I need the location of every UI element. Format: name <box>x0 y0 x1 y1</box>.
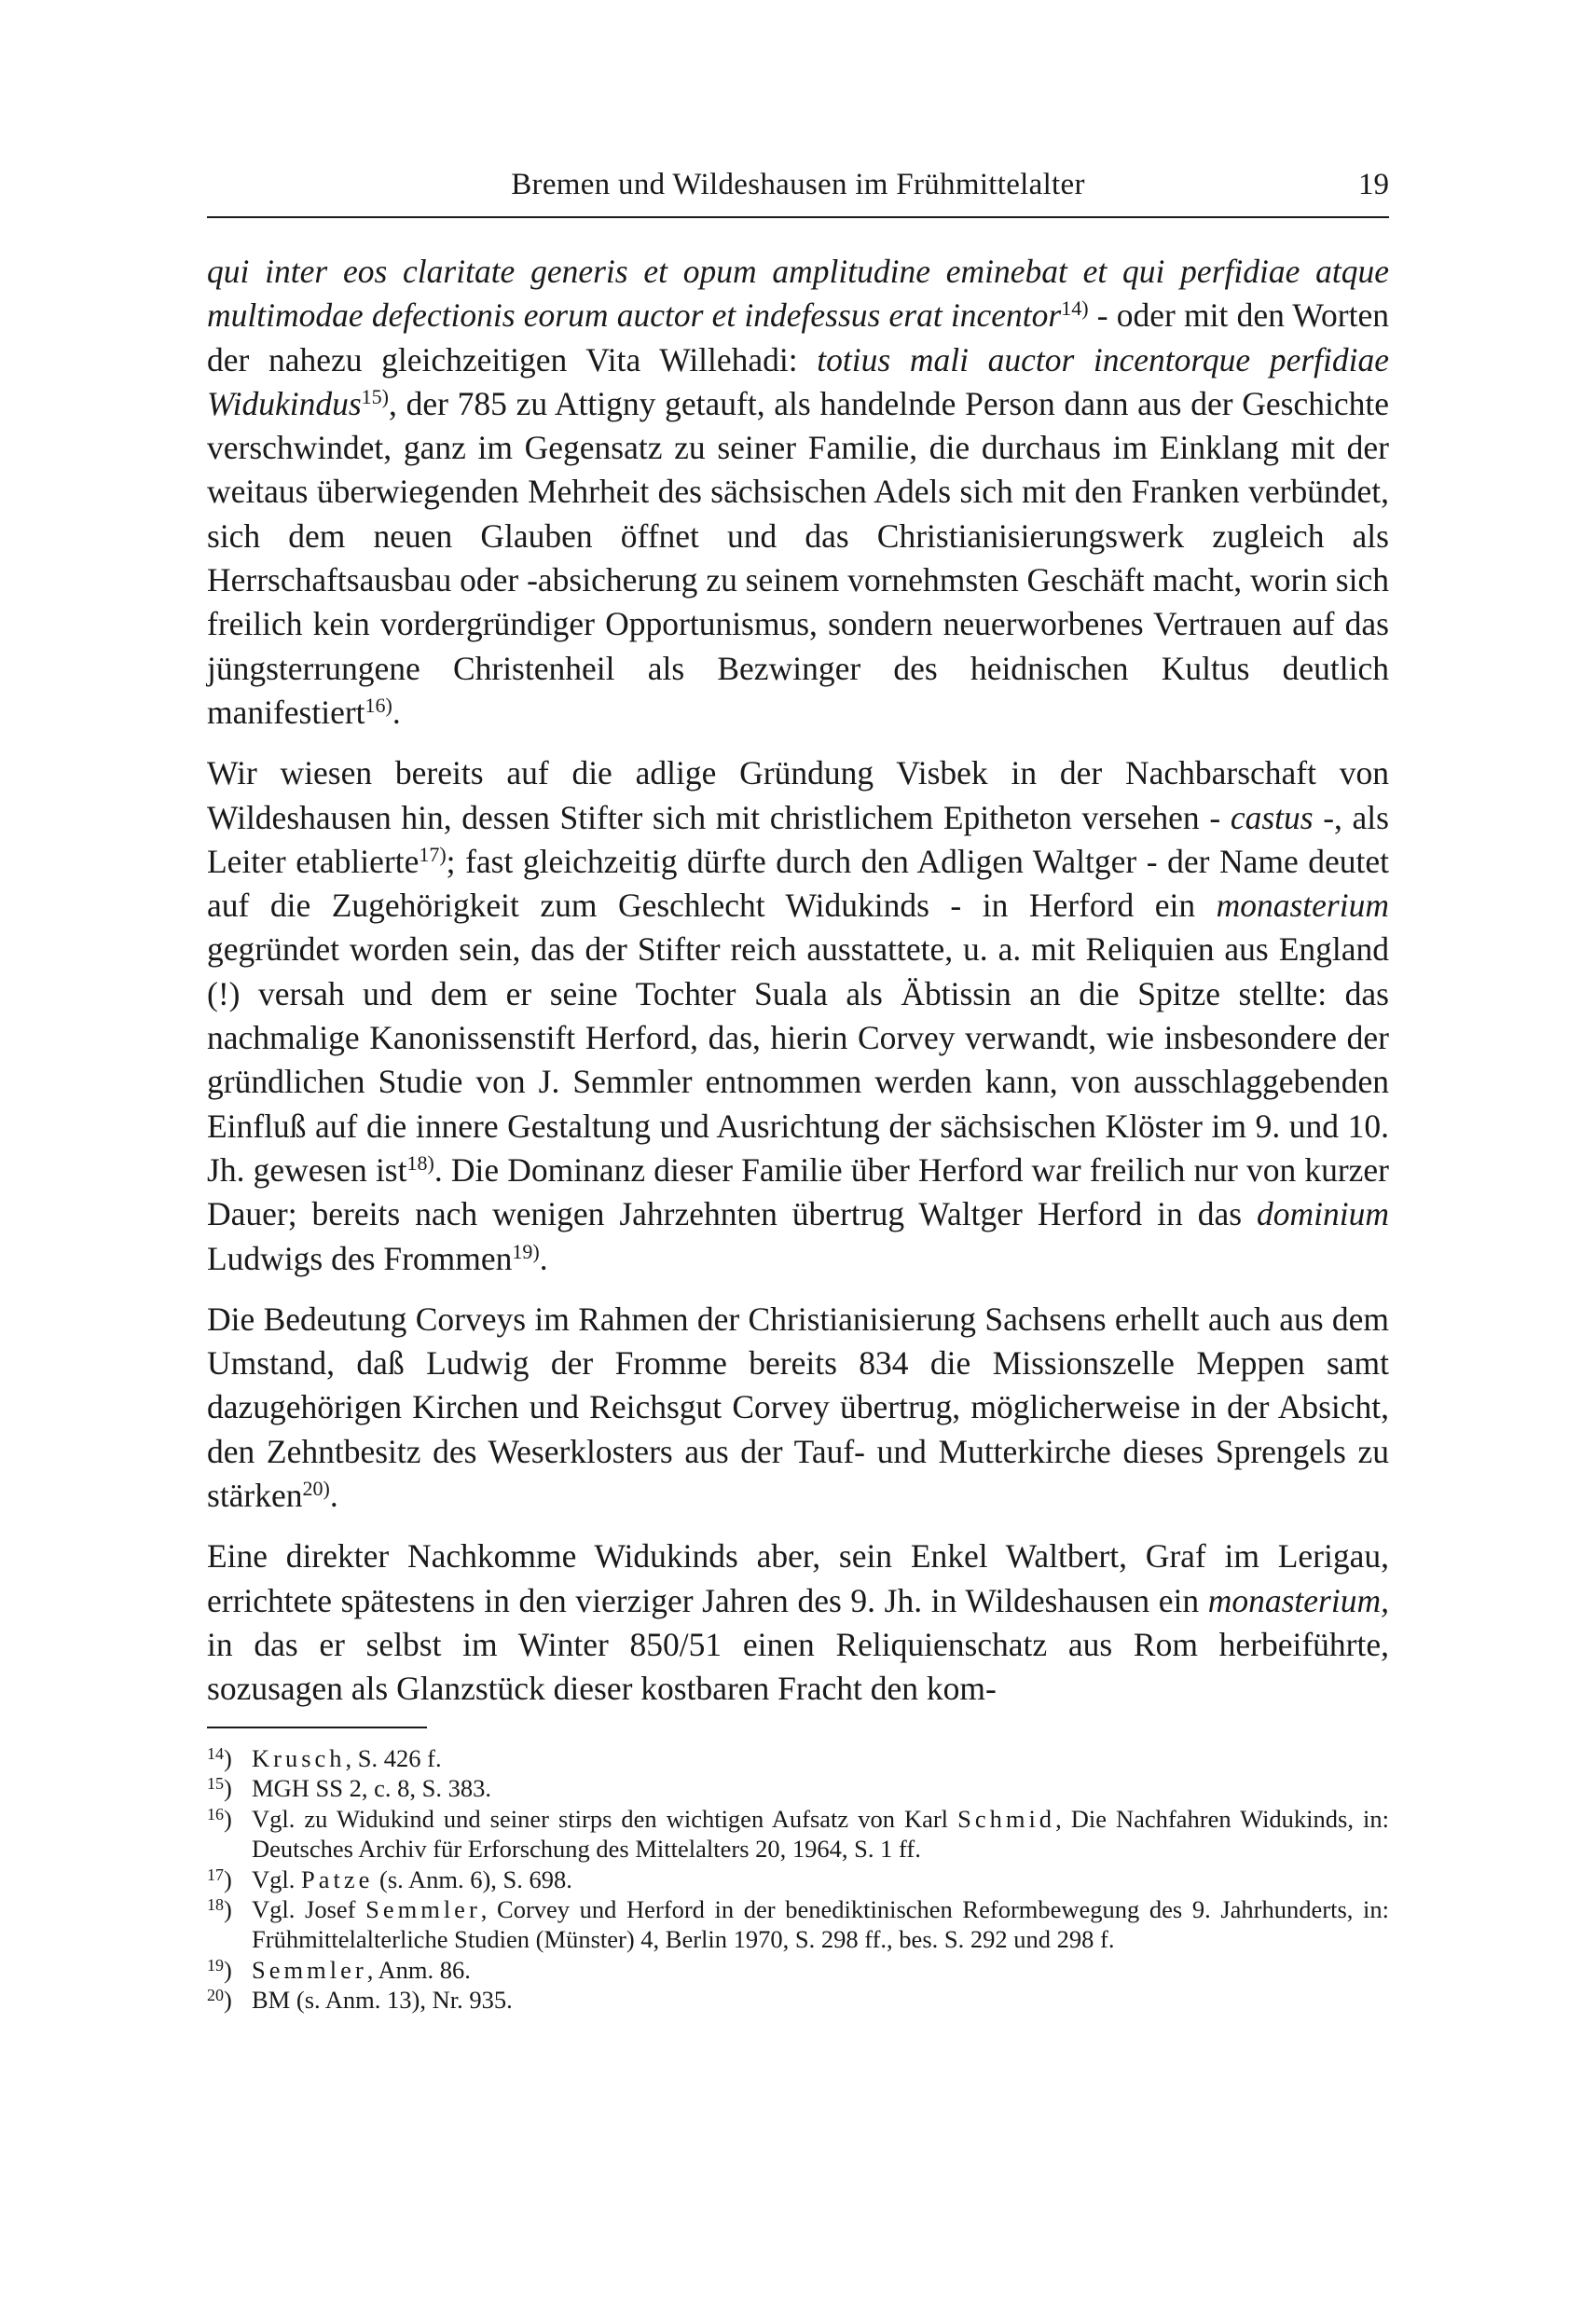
footnote-reference: 19) <box>512 1239 540 1263</box>
paragraph <box>207 751 1389 1281</box>
run-text: Eine direkter Nachkomme Widukinds aber, sein Enkel Waltbert, Graf im Lerigau, errichtete spätestens in den vierziger Jahren des 9. Jh. in Wildeshausen ein <box>207 1537 1389 1619</box>
running-title: Bremen und Wildeshausen im Frühmittelalter <box>511 168 1085 201</box>
footnote-reference: 16) <box>365 693 392 717</box>
footnote-marker: $^{14}$) <box>207 1744 232 1772</box>
footnote-reference: 20) <box>302 1477 330 1501</box>
footnote-number: 19 <box>207 1955 224 1975</box>
run-text: . <box>329 1477 338 1515</box>
footnote-number: 20 <box>207 1986 224 2005</box>
run-italic: monasterium <box>1216 887 1389 925</box>
author-name: Krusch <box>252 1744 346 1772</box>
footnote-number: 15 <box>207 1774 224 1794</box>
paragraph <box>207 1534 1389 1711</box>
footnote-marker: $^{19}$) <box>207 1955 232 1984</box>
footnote-text: (s. Anm. 6), S. 698. <box>373 1865 572 1893</box>
author-name: Semmler <box>252 1955 367 1984</box>
run-text: , der 785 zu Attigny getauft, als handelnde Person dann aus der Geschichte verschwindet, ganz im Gegensatz zu seiner Familie, die durchaus im Einklang mit der weitaus überwiegenden Mehrheit des sächsischen Adels sich mit den Franken verbündet, sich dem neuen Glauben öffnet und das Christianisierungswerk zugleich als Herrschaftsausbau oder -absicherung zu seinem vornehmsten Geschäft macht, worin sich freilich kein vordergründiger Opportunismus, sondern neuerworbenes Vertrauen auf das jüngsterrungene Christenheil als Bezwinger des heidnischen Kultus deutlich manifestiert <box>207 384 1389 731</box>
author-name: Schmid <box>957 1804 1056 1833</box>
footnote-rule <box>207 1727 427 1728</box>
footnote-text: MGH SS 2, c. 8, S. 383. <box>252 1774 491 1803</box>
footnote-text: , S. 426 f. <box>345 1744 442 1772</box>
run-italic: monasterium, <box>1207 1581 1389 1619</box>
footnote-marker: $^{18}$) <box>207 1895 232 1924</box>
run-text: - oder mit den Worten der nahezu gleichzeitigen Vita Willehadi: <box>207 296 1389 378</box>
run-text: Wir wiesen bereits auf die adlige Gründung Visbek in der Nachbarschaft von Wildeshausen hin, dessen Stifter sich mit christlichem Epitheton versehen - <box>207 754 1389 836</box>
footnote-reference: 17) <box>419 842 447 866</box>
footnote-number: 14 <box>207 1744 224 1763</box>
footnote <box>207 1955 1389 1985</box>
footnote-marker: $^{20}$) <box>207 1986 232 2015</box>
footnote-number: 18 <box>207 1895 224 1915</box>
run-text: . <box>392 693 401 731</box>
run-text: gegründet worden sein, das der Stifter reich ausstattete, u. a. mit Reliquien aus England (!) versah und dem er seine Tochter Suala als Äbtissin an die Spitze stellte: das nachmalige Kanonissenstift Herford, das, hierin Corvey verwandt, wie insbesondere der gründlichen Studie von J. Semmler entnommen werden kann, von ausschlaggebenden Einfluß auf die innere Gestaltung und Ausrichtung der sächsischen Klöster im 9. und 10. Jh. gewesen ist <box>207 930 1389 1189</box>
footnote <box>207 1865 1389 1894</box>
footnote-text: Vgl. <box>252 1865 301 1893</box>
footnote-text: Vgl. Josef <box>252 1895 366 1924</box>
footnote <box>207 1743 1389 1773</box>
run-text: -, als Leiter etablierte <box>207 798 1389 880</box>
run-text: Ludwigs des Frommen <box>207 1239 513 1277</box>
run-italic: totius mali auctor incentorque perfidiae Widukindus <box>207 340 1389 422</box>
page-number: 19 <box>1358 168 1389 201</box>
footnote-number: 17 <box>207 1865 224 1884</box>
run-text: ; fast gleichzeitig dürfte durch den Adligen Waltger - der Name deutet auf die Zugehörigkeit zum Geschlecht Widukinds - in Herford ein <box>207 842 1390 925</box>
footnote-text: , Die Nachfahren Widukinds, in: Deutsches Archiv für Erforschung des Mittelalters 20, 1964, S. 1 ff. <box>252 1804 1389 1864</box>
paragraph <box>207 1298 1389 1518</box>
author-name: Semmler <box>365 1895 481 1924</box>
footnotes <box>207 1743 1389 2016</box>
footnote-text: , Corvey und Herford in der benediktinischen Reformbewegung des 9. Jahrhunderts, in: Frühmittelalterliche Studien (Münster) 4, Berlin 1970, S. 298 ff., bes. S. 292 und 298 f. <box>252 1895 1389 1954</box>
author-name: Patze <box>301 1865 374 1893</box>
footnote-reference: 15) <box>361 384 389 408</box>
footnote-text: Vgl. zu Widukind und seiner stirps den wichtigen Aufsatz von Karl <box>252 1804 958 1833</box>
footnote-marker: $^{16}$) <box>207 1804 232 1833</box>
footnote <box>207 1894 1389 1955</box>
footnote-marker: $^{17}$) <box>207 1865 232 1893</box>
footnote-reference: 18) <box>406 1150 434 1175</box>
run-text: in das er selbst im Winter 850/51 einen Reliquienschatz aus Rom herbeiführte, sozusagen als Glanzstück dieser kostbaren Fracht den kom- <box>207 1625 1389 1708</box>
run-italic: qui inter eos claritate generis et opum amplitudine eminebat et qui perfidiae atque multimodae defectionis eorum auctor et indefessus erat incentor <box>207 253 1389 335</box>
paragraph <box>207 250 1389 735</box>
body-text <box>207 250 1389 1728</box>
run-text: . <box>539 1239 548 1277</box>
footnote <box>207 1804 1389 1865</box>
footnote <box>207 1773 1389 1803</box>
footnote-text: , Anm. 86. <box>366 1955 471 1984</box>
footnote <box>207 1985 1389 2015</box>
run-italic: castus <box>1230 798 1314 836</box>
footnote-text: BM (s. Anm. 13), Nr. 935. <box>252 1986 513 2015</box>
run-text: Die Bedeutung Corveys im Rahmen der Christianisierung Sachsens erhellt auch aus dem Umstand, daß Ludwig der Fromme bereits 834 die Missionszelle Meppen samt dazugehörigen Kirchen und Reichsgut Corvey übertrug, möglicherweise in der Absicht, den Zehntbesitz des Weserklosters aus der Tauf- und Mutterkirche dieses Sprengels zu stärken <box>207 1300 1389 1515</box>
footnote-marker: $^{15}$) <box>207 1774 232 1803</box>
footnote-number: 16 <box>207 1804 224 1823</box>
footnote-reference: 14) <box>1061 296 1089 321</box>
running-head <box>207 168 1389 218</box>
run-text: . Die Dominanz dieser Familie über Herford war freilich nur von kurzer Dauer; bereits nach wenigen Jahrzehnten übertrug Waltger Herford in das <box>207 1150 1389 1233</box>
run-italic: dominium <box>1257 1195 1389 1233</box>
